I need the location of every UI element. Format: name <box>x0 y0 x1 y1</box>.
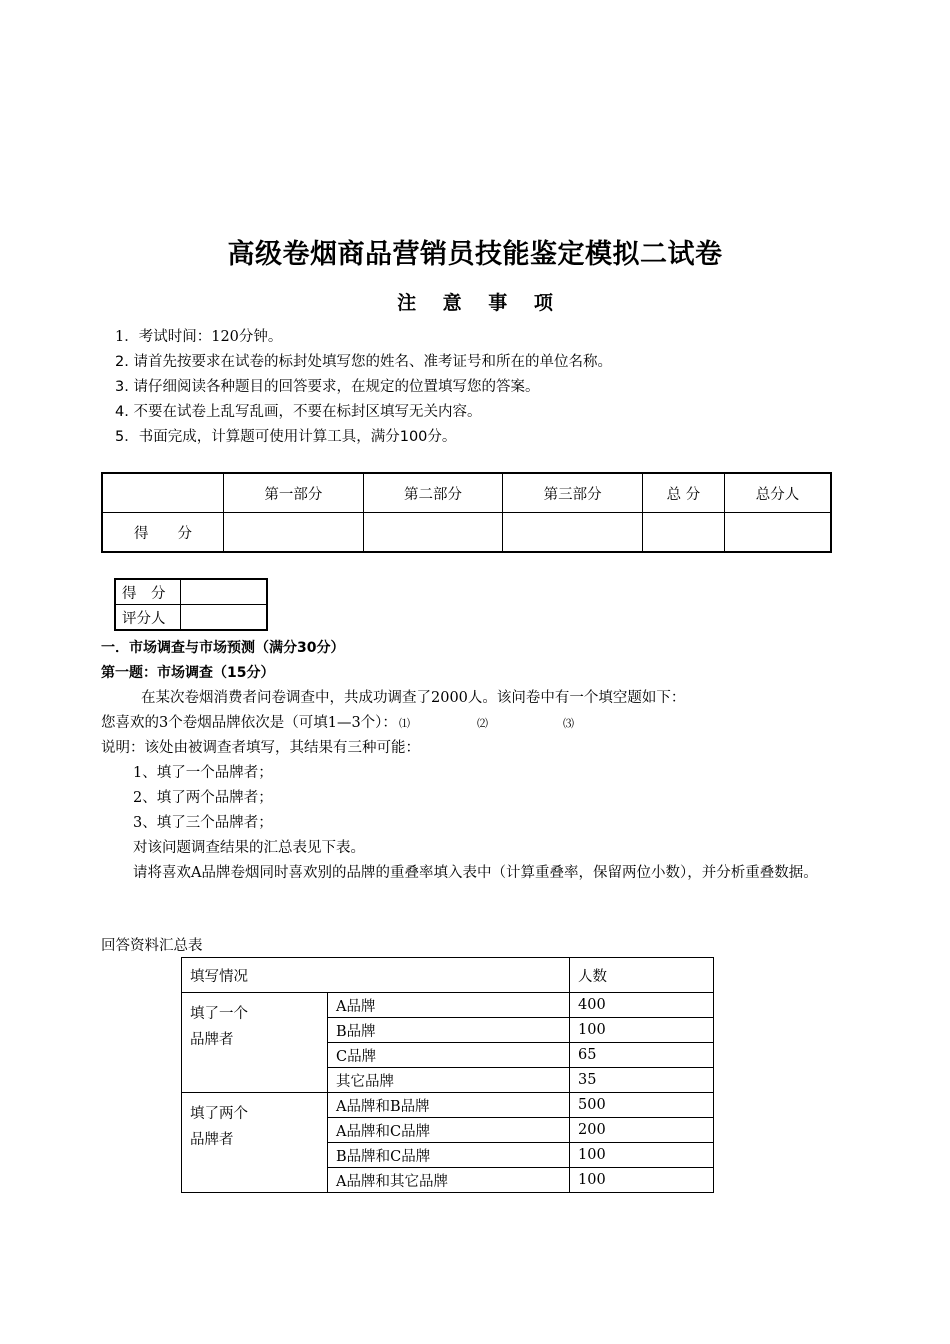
blank-2: ⑵ <box>476 717 488 730</box>
header-totaler: 总分人 <box>724 473 831 513</box>
note-item: 4. 不要在试卷上乱写乱画，不要在标封区填写无关内容。 <box>115 404 482 420</box>
brand-cell: A品牌和其它品牌 <box>328 1168 570 1193</box>
count-cell: 400 <box>570 993 714 1018</box>
header-part2: 第二部分 <box>363 473 503 513</box>
group-label-line: 品牌者 <box>190 1032 234 1048</box>
count-cell: 200 <box>570 1118 714 1143</box>
grader-table <box>114 578 268 631</box>
score-cell[interactable] <box>363 513 503 553</box>
notes-list <box>115 325 612 450</box>
section-heading: 一．市场调查与市场预测（满分30分） <box>101 640 345 656</box>
list-item: 2、填了两个品牌者； <box>133 790 273 806</box>
table-row <box>182 993 714 1018</box>
score-cell[interactable] <box>724 513 831 553</box>
group-label-one <box>182 993 328 1093</box>
brand-cell: B品牌 <box>328 1018 570 1043</box>
count-cell: 100 <box>570 1143 714 1168</box>
paragraph: 说明：该处由被调查者填写，其结果有三种可能： <box>101 740 420 756</box>
paragraph: 在某次卷烟消费者问卷调查中，共成功调查了2000人。该问卷中有一个填空题如下： <box>141 690 686 706</box>
note-item: 3. 请仔细阅读各种题目的回答要求，在规定的位置填写您的答案。 <box>115 379 540 395</box>
group-label-line: 填了两个 <box>190 1106 248 1122</box>
group-label-line: 填了一个 <box>190 1006 248 1022</box>
paragraph: 对该问题调查结果的汇总表见下表。 <box>133 840 365 856</box>
paragraph: 请将喜欢A品牌卷烟同时喜欢别的品牌的重叠率填入表中（计算重叠率，保留两位小数），并分析重叠数据。 <box>133 865 818 881</box>
count-cell: 500 <box>570 1093 714 1118</box>
summary-table <box>181 957 714 1193</box>
score-header-row <box>102 473 831 513</box>
header-part3: 第三部分 <box>503 473 643 513</box>
notes-heading: 注 意 事 项 <box>397 292 553 314</box>
note-item: 2. 请首先按要求在试卷的标封处填写您的姓名、准考证号和所在的单位名称。 <box>115 354 612 370</box>
table-row <box>182 1093 714 1118</box>
grader-score-label: 得 分 <box>115 579 181 605</box>
note-item: 1．考试时间：120分钟。 <box>115 329 283 345</box>
question-body <box>101 636 881 886</box>
score-cell[interactable] <box>643 513 725 553</box>
brand-cell: A品牌和B品牌 <box>328 1093 570 1118</box>
score-table <box>101 472 832 553</box>
header-count: 人数 <box>570 958 714 993</box>
score-row-label: 得 分 <box>102 513 224 553</box>
count-cell: 100 <box>570 1168 714 1193</box>
header-part1: 第一部分 <box>224 473 364 513</box>
grader-score-cell[interactable] <box>181 579 268 605</box>
header-total: 总 分 <box>643 473 725 513</box>
grader-cell[interactable] <box>181 605 268 631</box>
brand-cell: C品牌 <box>328 1043 570 1068</box>
table-caption: 回答资料汇总表 <box>101 938 203 954</box>
note-item: 5．书面完成，计算题可使用计算工具，满分100分。 <box>115 429 457 445</box>
count-cell: 65 <box>570 1043 714 1068</box>
brand-cell: A品牌和C品牌 <box>328 1118 570 1143</box>
count-cell: 100 <box>570 1018 714 1043</box>
grader-label: 评分人 <box>115 605 181 631</box>
group-label-two <box>182 1093 328 1193</box>
table-header-row <box>182 958 714 993</box>
brand-cell: B品牌和C品牌 <box>328 1143 570 1168</box>
score-cell[interactable] <box>224 513 364 553</box>
group-label-line: 品牌者 <box>190 1132 234 1148</box>
list-item: 3、填了三个品牌者； <box>133 815 273 831</box>
question-heading: 第一题：市场调查（15分） <box>101 665 275 681</box>
page-title: 高级卷烟商品营销员技能鉴定模拟二试卷 <box>227 239 723 270</box>
blank-1: ⑴ <box>398 717 410 730</box>
brand-cell: A品牌 <box>328 993 570 1018</box>
score-row <box>102 513 831 553</box>
header-fill-status: 填写情况 <box>182 958 570 993</box>
paragraph: 您喜欢的3个卷烟品牌依次是（可填1—3个）： <box>101 715 397 731</box>
empty-cell <box>102 473 224 513</box>
count-cell: 35 <box>570 1068 714 1093</box>
score-cell[interactable] <box>503 513 643 553</box>
brand-cell: 其它品牌 <box>328 1068 570 1093</box>
fill-in-line <box>101 711 881 736</box>
list-item: 1、填了一个品牌者； <box>133 765 273 781</box>
blank-3: ⑶ <box>562 717 574 730</box>
